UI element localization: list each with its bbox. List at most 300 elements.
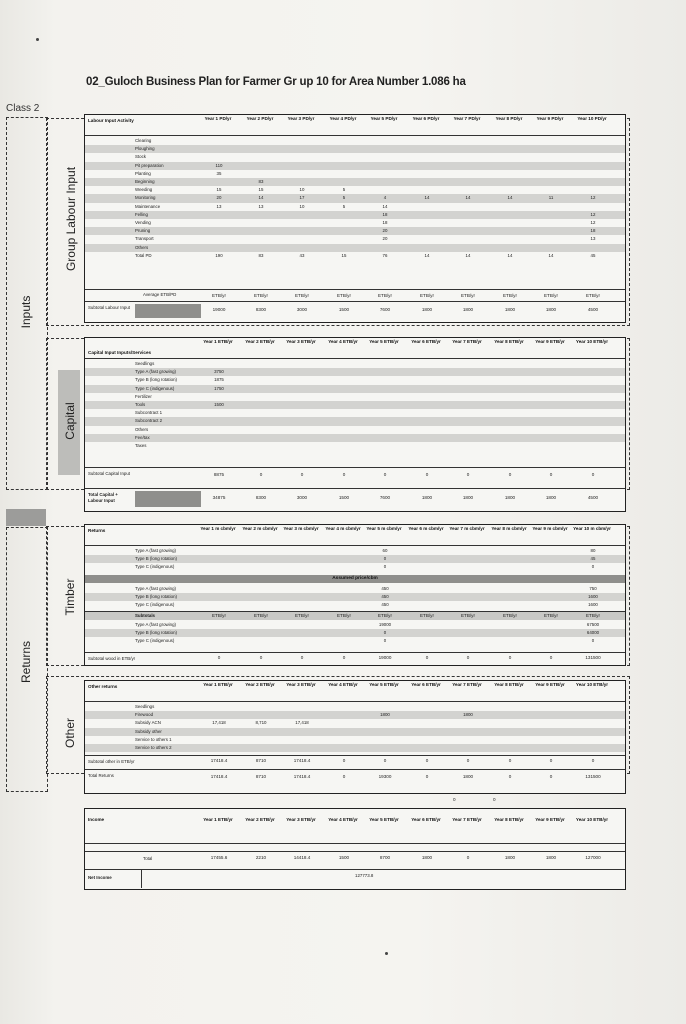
total-cell: 0 [508, 758, 512, 763]
cell-value: 110 [215, 162, 223, 168]
page-dot [385, 952, 388, 955]
table-row [85, 376, 625, 384]
cell-value: 4 [383, 195, 387, 201]
cell-value: 20 [216, 195, 222, 201]
total-cell: 1500 [338, 855, 350, 860]
unit-cell: ETB/yr [585, 293, 601, 298]
cell-value: 10 [299, 187, 305, 193]
cell-value: 15 [341, 252, 347, 258]
row-label: Service to others 1 [135, 736, 172, 742]
timber-section-label: Timber [63, 578, 77, 616]
table-row [85, 401, 625, 409]
labour-average-label: Average ETB/PD [143, 292, 177, 297]
cell-value: 60 [382, 548, 388, 553]
cell-value: 13 [590, 236, 596, 242]
returns-label: Returns [19, 640, 33, 684]
total-cell: 1800 [504, 855, 516, 860]
year-header-cell: Year 4 ETB/yr [328, 682, 358, 687]
zero-note-1: 0 [453, 797, 456, 802]
capital-total-label: Total Capital + Labour Input [88, 492, 118, 503]
cell-value: 12 [590, 220, 596, 225]
row-label: Service to others 2 [135, 745, 172, 750]
unit-cell: ETB/yr [253, 293, 269, 298]
total-cell: 17455.6 [210, 855, 228, 860]
year-header-cell: Year 3 m cbm/yr [283, 526, 319, 531]
total-cell: 0 [300, 472, 304, 477]
table-row [85, 442, 625, 450]
table-row [85, 719, 625, 727]
year-header-cell: Year 9 ETB/yr [535, 339, 565, 344]
table-row [85, 585, 625, 593]
row-label: Beginning [135, 179, 155, 184]
total-cell: 0 [508, 774, 512, 779]
cell-value: 1750 [214, 385, 224, 391]
row-label: Type B (long rotation) [135, 377, 177, 383]
year-header-cell: Year 10 PD/yr [577, 116, 607, 121]
table-row [85, 227, 625, 235]
unit-cell: ETB/yr [253, 613, 269, 618]
timber-price-band: Assumed price/cbm [85, 575, 625, 583]
year-header-cell: Year 4 ETB/yr [328, 817, 358, 822]
total-cell: 0 [300, 655, 304, 660]
timber-subtotal-label: Subtotal wood in ETB/yr [88, 656, 136, 661]
total-cell: 0 [508, 472, 512, 477]
timber-first-header: Returns [88, 528, 106, 533]
unit-cell: ETB/yr [502, 293, 518, 298]
cell-value: 1600 [588, 602, 598, 608]
unit-cell: ETB/yr [336, 293, 352, 298]
corner-mark [36, 38, 39, 41]
year-header-cell: Year 3 ETB/yr [286, 817, 316, 822]
cell-value: 76 [382, 252, 388, 258]
cell-value: 43 [299, 252, 305, 258]
year-header-cell: Year 7 PD/yr [453, 116, 481, 121]
row-label: Type B (long rotation) [135, 594, 177, 600]
table-row [85, 186, 625, 194]
table-row [85, 593, 625, 601]
total-cell: 1800 [504, 495, 516, 500]
total-cell: 0 [466, 758, 470, 763]
row-label: Maintenance [135, 203, 161, 209]
cell-value: 0 [591, 638, 595, 644]
labour-subtotal-label: Subtotal Labour Input [88, 305, 130, 310]
capital-total-gray [135, 491, 201, 507]
row-label: Type C (indigenous) [135, 564, 175, 570]
row-label: Type B (long rotation) [135, 556, 177, 562]
total-cell: 8700 [379, 855, 391, 860]
table-row [85, 137, 625, 145]
table-row [85, 244, 625, 252]
total-cell: 0 [342, 774, 346, 779]
cell-value: 67500 [586, 622, 600, 627]
cell-value: 15 [216, 187, 222, 193]
year-header-cell: Year 5 m cbm/yr [366, 526, 402, 531]
total-cell: 131500 [585, 774, 601, 779]
year-header-cell: Year 2 ETB/yr [245, 339, 275, 344]
table-row [85, 178, 625, 186]
class-divider-block [6, 509, 46, 526]
unit-cell: ETB/yr [211, 613, 227, 618]
row-label: Subcontract 1 [135, 410, 163, 416]
row-label: Clearing [135, 138, 152, 143]
total-cell: 0 [466, 655, 470, 660]
row-label: Weeding [135, 187, 153, 193]
total-cell: 0 [549, 774, 553, 779]
other-subtotal-label: Subtotal other in ETB/yr [88, 759, 135, 764]
total-cell: 0 [383, 758, 387, 763]
total-cell: 8300 [255, 495, 267, 500]
total-cell: 1500 [338, 307, 350, 312]
total-cell: 0 [342, 472, 346, 477]
row-label: Ploughing [135, 146, 155, 152]
cell-value: 0 [383, 638, 387, 644]
table-row [85, 170, 625, 178]
cell-value: 1500 [214, 402, 224, 407]
total-cell: 19000 [378, 655, 392, 660]
year-header-cell: Year 8 m cbm/yr [491, 526, 527, 531]
cell-value: 14 [548, 252, 554, 258]
total-cell: 1800 [545, 495, 557, 500]
row-label: Monitoring [135, 195, 156, 201]
cell-value: 0 [383, 564, 387, 570]
total-cell: 19300 [378, 774, 392, 779]
cell-value: 0 [591, 564, 595, 570]
cell-value: 0 [383, 556, 387, 562]
total-cell: 1800 [545, 855, 557, 860]
year-header-cell: Year 7 ETB/yr [452, 339, 482, 344]
capital-section-label: Capital [63, 402, 77, 440]
cell-value: 18 [382, 211, 388, 217]
year-header-cell: Year 5 ETB/yr [369, 817, 399, 822]
cell-value: 45 [590, 556, 596, 562]
row-label: Type A (fast growing) [135, 548, 176, 553]
total-cell: 7600 [379, 495, 391, 500]
year-header-cell: Year 10 ETB/yr [575, 817, 609, 822]
unit-cell: ETB/yr [460, 613, 476, 618]
cell-value: 18 [382, 220, 388, 225]
cell-value: 80 [590, 548, 596, 553]
table-row [85, 211, 625, 219]
year-header-cell: Year 1 ETB/yr [203, 817, 233, 822]
capital-table [84, 337, 626, 512]
cell-value: 17,418 [212, 720, 226, 726]
unit-cell: ETB/yr [585, 613, 601, 618]
table-row [85, 235, 625, 243]
row-label: Total PD [135, 252, 152, 258]
income-net-row [85, 869, 625, 888]
row-label: Others [135, 426, 149, 432]
cell-value: 20 [382, 228, 388, 234]
total-cell: 2210 [255, 855, 267, 860]
total-cell: 1800 [421, 307, 433, 312]
cell-value: 13 [216, 203, 222, 209]
labour-table [84, 114, 626, 323]
cell-value: 14 [465, 252, 471, 258]
total-cell: 0 [466, 472, 470, 477]
table-row [85, 637, 625, 645]
year-header-cell: Year 3 ETB/yr [286, 339, 316, 344]
labour-section-label: Group Labour Input [64, 166, 78, 272]
cell-value: 1600 [588, 594, 598, 600]
cell-value: 12 [590, 211, 596, 217]
total-cell: 0 [591, 758, 595, 763]
total-cell: 1800 [504, 307, 516, 312]
unit-cell: ETB/yr [543, 293, 559, 298]
total-cell: 8875 [213, 472, 225, 477]
total-cell: 1800 [421, 495, 433, 500]
cell-value: 14 [424, 252, 430, 258]
total-cell: 0 [425, 758, 429, 763]
year-header-cell: Year 8 ETB/yr [494, 339, 524, 344]
table-row [85, 409, 625, 417]
total-cell: 0 [425, 774, 429, 779]
row-label: Pruning [135, 228, 151, 234]
total-cell: 17418.4 [293, 774, 311, 779]
year-header-cell: Year 4 m cbm/yr [325, 526, 361, 531]
total-cell: 34875 [212, 495, 226, 500]
year-header-cell: Year 6 PD/yr [412, 116, 440, 121]
year-header-cell: Year 2 ETB/yr [245, 682, 275, 687]
unit-cell: ETB/yr [377, 613, 393, 618]
year-header-cell: Year 9 ETB/yr [535, 682, 565, 687]
row-label: Type C (indigenous) [135, 638, 175, 644]
row-label: Type B (long rotation) [135, 630, 177, 636]
row-label: Felling [135, 211, 148, 217]
total-cell: 17418.4 [293, 758, 311, 763]
unit-cell: ETB/yr [543, 613, 559, 618]
year-header-cell: Year 2 PD/yr [246, 116, 274, 121]
total-cell: 0 [383, 472, 387, 477]
total-cell: 7600 [379, 307, 391, 312]
total-cell: 17418.4 [210, 774, 228, 779]
total-cell: 19000 [212, 307, 226, 312]
year-header-cell: Year 6 ETB/yr [411, 339, 441, 344]
total-cell: 0 [425, 472, 429, 477]
year-header-cell: Year 6 ETB/yr [411, 817, 441, 822]
total-cell: 14418.4 [293, 855, 311, 860]
year-header-cell: Year 2 m cbm/yr [242, 526, 278, 531]
year-header-cell: Year 10 ETB/yr [575, 682, 609, 687]
row-label: Fee/tax [135, 434, 150, 440]
row-label: Tools [135, 402, 146, 407]
year-header-cell: Year 1 PD/yr [204, 116, 232, 121]
unit-cell: ETB/yr [460, 293, 476, 298]
cell-value: 14 [507, 195, 513, 201]
cell-value: 14 [382, 203, 388, 209]
cell-value: 12 [590, 195, 596, 201]
cell-value: 13 [258, 203, 264, 209]
row-label: Fertilizer [135, 393, 152, 399]
year-header-cell: Year 9 PD/yr [536, 116, 564, 121]
income-first-header: Income [88, 817, 105, 822]
year-header-cell: Year 8 ETB/yr [494, 817, 524, 822]
cell-value: 20 [382, 236, 388, 242]
total-cell: 8710 [255, 774, 267, 779]
table-row [85, 385, 625, 393]
cell-value: 35 [216, 170, 222, 176]
row-label: Taxes [135, 443, 147, 448]
cell-value: 450 [381, 602, 389, 608]
cell-value: 190 [215, 252, 223, 258]
timber-table [84, 524, 626, 666]
table-row [85, 601, 625, 609]
total-cell: 127000 [585, 855, 601, 860]
unit-cell: ETB/yr [294, 293, 310, 298]
cell-value: 17 [299, 195, 305, 201]
unit-cell: ETB/yr [419, 293, 435, 298]
year-header-cell: Year 10 ETB/yr [575, 339, 609, 344]
total-cell: 0 [259, 655, 263, 660]
row-label: Seedlings [135, 361, 155, 366]
table-row [85, 434, 625, 442]
cell-value: 1800 [463, 712, 473, 718]
table-row [85, 426, 625, 434]
row-label: Subcontract 2 [135, 418, 163, 424]
cell-value: 83 [258, 252, 264, 258]
cell-value: 14 [424, 195, 430, 201]
income-net-divider [141, 869, 142, 888]
inputs-label: Inputs [19, 295, 33, 329]
row-label: Others [135, 244, 149, 250]
year-header-cell: Year 1 m cbm/yr [200, 526, 236, 531]
total-cell: 0 [342, 758, 346, 763]
total-cell: 0 [342, 655, 346, 660]
cell-value: 45 [590, 252, 596, 258]
cell-value: 10 [299, 203, 305, 209]
cell-value: 750 [589, 586, 597, 591]
table-row [85, 393, 625, 401]
row-label: Type A (fast growing) [135, 586, 176, 591]
total-cell: 0 [508, 655, 512, 660]
total-cell: 0 [549, 472, 553, 477]
total-cell: 0 [549, 758, 553, 763]
total-cell: 1800 [421, 855, 433, 860]
total-cell: 8300 [255, 307, 267, 312]
row-label: Subsidy ACN [135, 720, 161, 726]
cell-value: 15 [258, 187, 264, 193]
cell-value: 64000 [586, 630, 600, 636]
year-header-cell: Year 6 m cbm/yr [408, 526, 444, 531]
table-row [85, 703, 625, 711]
row-label: Subsidy other [135, 728, 162, 734]
cell-value: 5 [342, 187, 346, 193]
other-total-label: Total Returns [88, 773, 114, 778]
cell-value: 14 [507, 252, 513, 258]
total-cell: 8710 [255, 758, 267, 763]
other-total-row [85, 769, 625, 792]
total-cell: 0 [591, 472, 595, 477]
year-header-cell: Year 3 ETB/yr [286, 682, 316, 687]
cell-value: 450 [381, 594, 389, 600]
total-cell: 0 [217, 655, 221, 660]
year-header-cell: Year 1 ETB/yr [203, 682, 233, 687]
total-cell: 1500 [338, 495, 350, 500]
table-row [85, 629, 625, 637]
row-label: Type C (indigenous) [135, 385, 175, 391]
table-row [85, 162, 625, 170]
document-title: 02_Guloch Business Plan for Farmer Gr up 10 for Area Number 1.086 ha [86, 76, 466, 88]
table-row [85, 736, 625, 744]
total-cell: 1800 [462, 495, 474, 500]
total-cell: 3000 [296, 307, 308, 312]
labour-first-header: Labour Input Activity [88, 118, 134, 123]
year-header-cell: Year 5 PD/yr [370, 116, 398, 121]
cell-value: 3750 [214, 369, 224, 375]
cell-value: 1875 [214, 377, 224, 383]
total-cell: 0 [259, 472, 263, 477]
cell-value: 0 [383, 630, 387, 636]
unit-cell: ETB/yr [419, 613, 435, 618]
other-table [84, 680, 626, 794]
table-row [85, 728, 625, 736]
timber-subtotals-label: Subtotals [135, 613, 156, 618]
year-header-cell: Year 8 PD/yr [495, 116, 523, 121]
total-cell: 0 [425, 655, 429, 660]
income-total-label: Total [143, 856, 153, 861]
unit-cell: ETB/yr [377, 293, 393, 298]
year-header-cell: Year 7 ETB/yr [452, 682, 482, 687]
total-cell: 1800 [462, 774, 474, 779]
table-row [85, 360, 625, 368]
table-row [85, 368, 625, 376]
cell-value: 5 [342, 195, 346, 201]
table-row [85, 145, 625, 153]
cell-value: 83 [258, 179, 264, 184]
year-header-cell: Year 6 ETB/yr [411, 682, 441, 687]
cell-value: 8,710 [255, 720, 267, 726]
year-header-cell: Year 10 m cbm/yr [573, 526, 611, 531]
total-cell: 1800 [545, 307, 557, 312]
year-header-cell: Year 7 m cbm/yr [449, 526, 485, 531]
row-label: Vending [135, 220, 151, 225]
table-row [85, 203, 625, 211]
total-cell: 0 [466, 855, 470, 860]
row-label: Seedlings [135, 704, 155, 709]
total-cell: 3000 [296, 495, 308, 500]
table-row [85, 252, 625, 260]
income-net-value: 127773.8 [355, 873, 374, 878]
cell-value: 450 [381, 586, 389, 591]
row-label: Type C (indigenous) [135, 602, 175, 608]
row-label: Planting [135, 170, 151, 176]
row-label: Transport [135, 236, 154, 242]
year-header-cell: Year 8 ETB/yr [494, 682, 524, 687]
year-header-cell: Year 7 ETB/yr [452, 817, 482, 822]
year-header-cell: Year 1 ETB/yr [203, 339, 233, 344]
cell-value: 17,418 [295, 720, 309, 726]
total-cell: 17418.4 [210, 758, 228, 763]
income-net-label: Net Income [88, 875, 112, 880]
other-first-header: Other returns [88, 684, 118, 689]
capital-subtotal-row [85, 467, 625, 488]
zero-note-2: 0 [493, 797, 496, 802]
year-header-cell: Year 9 ETB/yr [535, 817, 565, 822]
total-cell: 1800 [462, 307, 474, 312]
row-label: Pit preparation [135, 162, 164, 168]
table-row [85, 417, 625, 425]
table-row [85, 219, 625, 227]
table-row [85, 194, 625, 202]
table-row [85, 621, 625, 629]
total-cell: 4500 [587, 307, 599, 312]
year-header-cell: Year 5 ETB/yr [369, 682, 399, 687]
unit-cell: ETB/yr [211, 293, 227, 298]
year-header-cell: Year 9 m cbm/yr [532, 526, 568, 531]
row-label: Firewood [135, 712, 154, 718]
cell-value: 11 [548, 195, 554, 201]
table-row [85, 555, 625, 563]
table-row [85, 744, 625, 752]
